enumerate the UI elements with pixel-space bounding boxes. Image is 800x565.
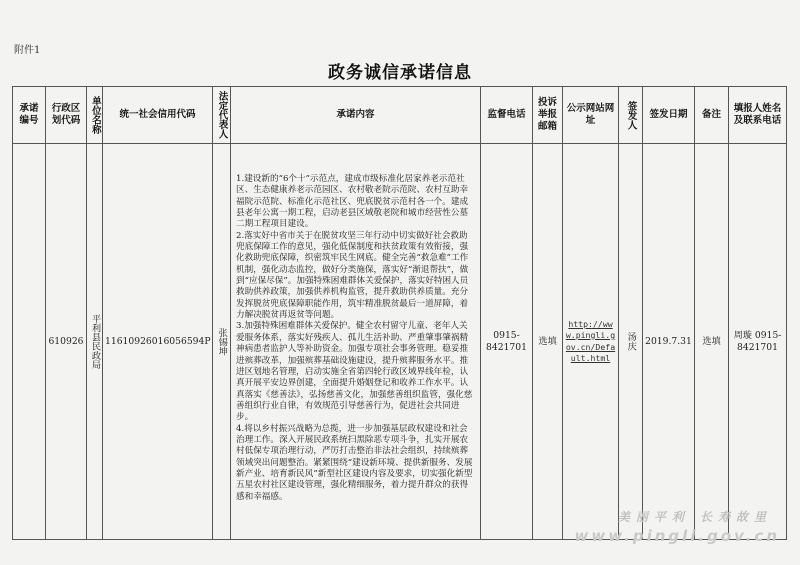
header-website: 公示网站网址 (563, 87, 619, 144)
promise-table (12, 86, 787, 540)
content-paragraph-1: 1.建设新的“6个十”示范点，建成市级标准化居家养老示范社区、生态健康养老示范园区、农村敬老院示范院、农村互助幸福院示范院、标准化示范社区、兜底脱贫示范村各一个。建成县老年公寓一期工程，启动老县区域敬老院和城市经营性公墓二期工程项目建设。 (236, 174, 469, 230)
header-filler: 填报人姓名及联系电话 (729, 87, 787, 144)
header-legal-rep: 法定代表人 (213, 87, 231, 144)
cell-filler: 周璇 0915-8421701 (729, 144, 787, 540)
table-row (13, 144, 787, 540)
cell-issuer: 汤庆 (619, 144, 643, 540)
page-title: 政务诚信承诺信息 (328, 63, 472, 83)
cell-phone: 0915-8421701 (481, 144, 533, 540)
watermark-url: www.pingli.gov.cn (574, 527, 780, 545)
header-date: 签发日期 (643, 87, 695, 144)
header-remark: 备注 (695, 87, 729, 144)
header-promise-no: 承诺编号 (13, 87, 46, 144)
cell-content (231, 144, 481, 540)
header-region-code: 行政区划代码 (46, 87, 87, 144)
cell-legal-rep: 张锡坤 (213, 144, 231, 540)
cell-promise-no (13, 144, 46, 540)
cell-region-code: 610926 (46, 144, 87, 540)
content-paragraph-2: 2.落实好中省市关于在脱贫攻坚三年行动中切实做好社会救助兜底保障工作的意见，强化低保制度和扶贫政策有效衔接，强化救助兜底保障，织密筑牢民生网底。健全完善“救急难”工作机制，强化动态监控，做好分类施保，落实好“渐退帮扶”，做到“应保尽保”。加强特殊困难群体关爱保护，落实好特困人员救助供养政策，加强供养机构监管，提升救助供养质量。充分发挥脱贫兜底保障职能作用，筑牢精准脱贫最后一道屏障，着力解决脱贫再返贫等问题。 (236, 230, 469, 321)
header-unit-name: 单位名称 (87, 87, 103, 144)
table-header-row (13, 87, 787, 144)
website-link[interactable]: http://www.pingli.gov.cn/Default.html (565, 318, 616, 363)
cell-date: 2019.7.31 (643, 144, 695, 540)
attachment-label: 附件1 (14, 45, 41, 56)
cell-remark: 选填 (695, 144, 729, 540)
content-paragraph-3: 3.加强特殊困难群体关爱保护。健全农村留守儿童、老年人关爱服务体系，落实好残疾人、孤儿生活补助、严重肇事肇祸精神病患者监护人等补助资金。加强专项社会事务管理。稳妥推进殡葬改革，加强殡葬基础设施建设，提升殡葬服务水平。推进区划地名管理，启动实施全省第四轮行政区域界线年检，认真开展平安边界创建，全面提升婚姻登记和收养工作水平。认真落实《慈善法》，弘扬慈善文化，加强慈善组织监管，强化慈善组织行业自律，有效规范引导慈善行为，促进社会共同进步。 (236, 321, 473, 423)
header-credit-code: 统一社会信用代码 (103, 87, 213, 144)
header-content: 承诺内容 (231, 87, 481, 144)
header-issuer: 签发人 (619, 87, 643, 144)
watermark-slogan: 美丽平利 长寿故里 (617, 510, 772, 524)
cell-complaint: 选填 (533, 144, 563, 540)
header-complaint: 投诉举报邮箱 (533, 87, 563, 144)
header-phone: 监督电话 (481, 87, 533, 144)
content-paragraph-4: 4.将以乡村振兴战略为总揽，进一步加强基层政权建设和社会治理工作。深入开展民政系统扫黑除恶专项斗争，扎实开展农村低保专项治理行动，严厉打击整治非法社会组织，持续殡葬领域突出问题整治。紧紧围绕“建设新环境、提供新服务、发展新产业、培育新民风”新型社区建设内容及要求，切实强化新型五星农村社区建设管理，强化精细服务，着力提升群众的获得感和幸福感。 (236, 423, 473, 502)
cell-credit-code: 11610926016056594P (103, 144, 213, 540)
cell-unit-name: 平利县民政局 (87, 144, 103, 540)
cell-website[interactable] (563, 144, 619, 540)
